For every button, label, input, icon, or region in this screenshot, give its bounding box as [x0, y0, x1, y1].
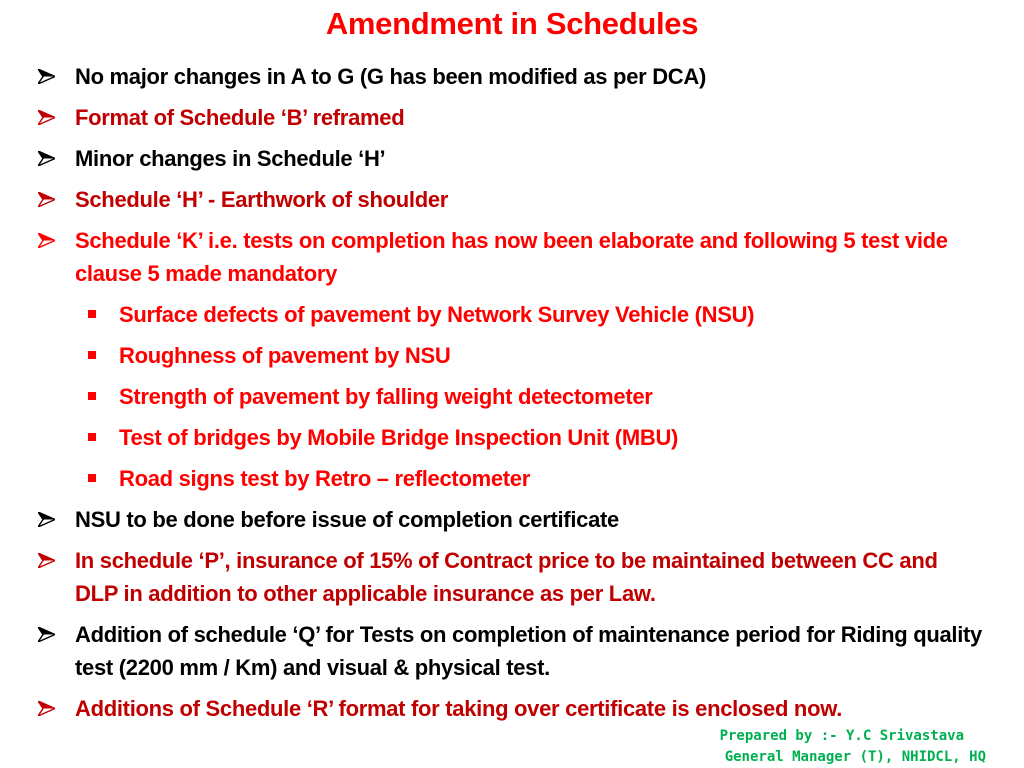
sub-bullet-item: [38, 339, 982, 372]
arrow-bullet-icon: [38, 553, 55, 568]
arrow-bullet-icon: [38, 151, 55, 166]
arrow-bullet-icon: [38, 192, 55, 207]
prepared-by: Prepared by :- Y.C Srivastava: [719, 728, 964, 744]
bullet-item: [38, 183, 982, 216]
arrow-bullet-icon: [38, 512, 55, 527]
arrow-bullet-icon: [38, 233, 55, 248]
square-bullet-icon: [88, 392, 96, 400]
arrow-bullet-icon: [38, 69, 55, 84]
bullet-item: [38, 60, 982, 93]
sub-bullet-text: Roughness of pavement by NSU: [119, 343, 451, 368]
slide-title: Amendment in Schedules: [325, 6, 699, 41]
bullet-text: NSU to be done before issue of completion certificate: [75, 507, 619, 532]
bullet-text: Addition of schedule ‘Q’ for Tests on completion of maintenance period for Riding quality test (2200 mm / Km) and visual & physical test.: [75, 622, 982, 680]
bullet-item: [38, 692, 982, 725]
square-bullet-icon: [88, 310, 96, 318]
square-bullet-icon: [88, 474, 96, 482]
sub-bullet-item: [38, 380, 982, 413]
arrow-bullet-icon: [38, 627, 55, 642]
bullet-item: [38, 142, 982, 175]
bullet-text: Schedule ‘H’ - Earthwork of shoulder: [75, 187, 449, 212]
bullet-text: In schedule ‘P’, insurance of 15% of Contract price to be maintained between CC and DLP in addition to other applicable insurance as per Law.: [75, 548, 938, 606]
sub-bullet-text: Surface defects of pavement by Network Survey Vehicle (NSU): [119, 302, 755, 327]
arrow-bullet-icon: [38, 701, 55, 716]
bullet-item: [38, 503, 982, 536]
bullet-text: No major changes in A to G (G has been modified as per DCA): [75, 64, 706, 89]
bullet-item: [38, 618, 982, 684]
sub-bullet-item: [38, 421, 982, 454]
bullet-item: [38, 224, 982, 290]
arrow-bullet-icon: [38, 110, 55, 125]
sub-bullet-item: [38, 298, 982, 331]
bullet-text: Format of Schedule ‘B’ reframed: [75, 105, 405, 130]
square-bullet-icon: [88, 433, 96, 441]
sub-bullet-item: [38, 462, 982, 495]
bullet-item: [38, 101, 982, 134]
bullet-text: Schedule ‘K’ i.e. tests on completion has now been elaborate and following 5 test vide clause 5 made mandatory: [75, 228, 948, 286]
bullet-text: Additions of Schedule ‘R’ format for taking over certificate is enclosed now.: [75, 696, 843, 721]
square-bullet-icon: [88, 351, 96, 359]
bullet-text: Minor changes in Schedule ‘H’: [75, 146, 386, 171]
sub-bullet-text: Strength of pavement by falling weight detectometer: [119, 384, 653, 409]
sub-bullet-text: Test of bridges by Mobile Bridge Inspection Unit (MBU): [119, 425, 679, 450]
author-footer: [720, 726, 986, 768]
author-designation: General Manager (T), NHIDCL, HQ: [724, 749, 986, 765]
sub-bullet-text: Road signs test by Retro – reflectometer: [119, 466, 531, 491]
bullet-item: [38, 544, 982, 610]
bullet-list: [38, 60, 982, 733]
